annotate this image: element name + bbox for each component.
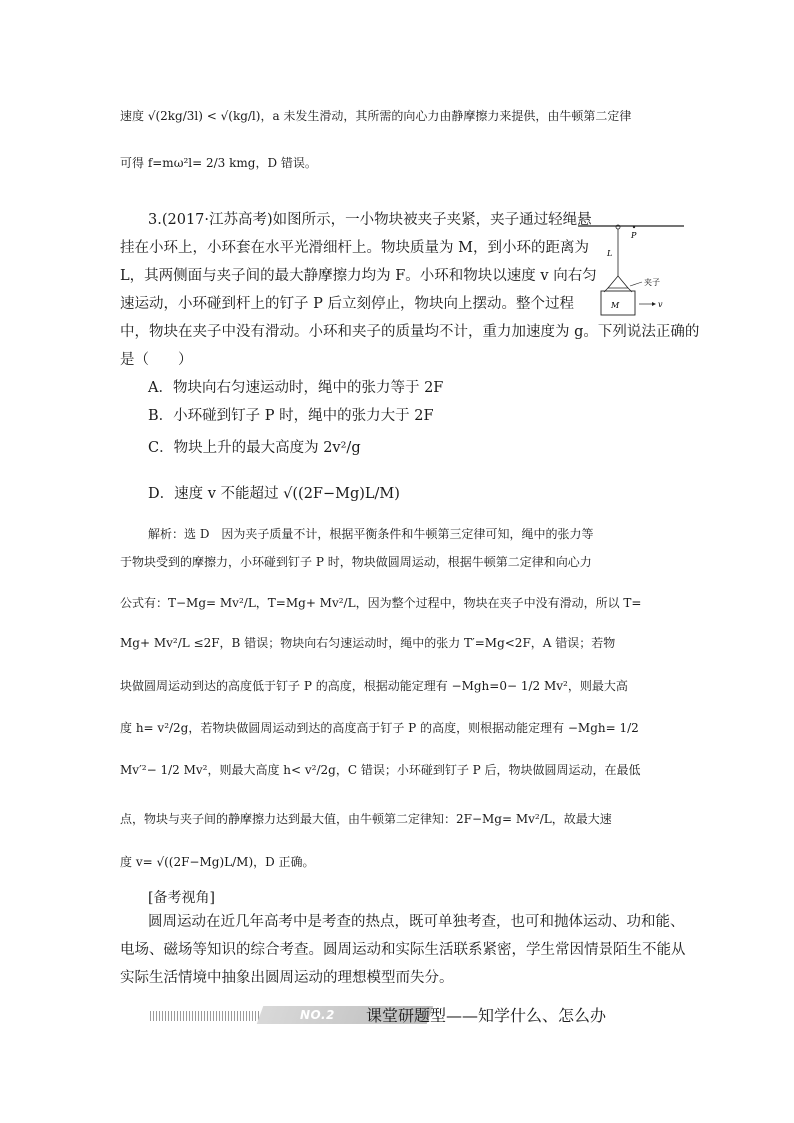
line-1: 速度 √(2kg/3l) < √(kg/l)，a 未发生滑动，其所需的向心力由静摩擦力来提供，由牛顿第二定律 (120, 109, 632, 123)
banner-hatch (150, 1011, 260, 1021)
banner-title: 课堂研题型——知学什么、怎么办 (366, 1006, 607, 1025)
nail-p (633, 226, 635, 228)
option-a: A．物块向右匀速运动时，绳中的张力等于 2F (148, 380, 444, 396)
section-banner (150, 1003, 650, 1031)
clip-pointer (630, 282, 642, 286)
solution-line-2: 于物块受到的摩擦力，小环碰到钉子 P 时，物块做圆周运动，根据牛顿第二定律和向心力 (120, 555, 592, 569)
pendulum-diagram (576, 218, 686, 318)
clip (608, 276, 628, 288)
line-4: 挂在小环上，小环套在水平光滑细杆上。物块质量为 M，到小环的距离为 (120, 240, 589, 256)
label-l: L (607, 249, 613, 258)
solution-line-7: Mv′²− 1/2 Mv²，则最大高度 h< v²/2g，C 错误；小环碰到钉子 P 后，物块做圆周运动，在最低 (120, 763, 641, 777)
label-clip: 夹子 (644, 278, 660, 287)
option-b: B．小环碰到钉子 P 时，绳中的张力大于 2F (148, 408, 434, 424)
solution-line-9: 度 v= √((2F−Mg)L/M)，D 正确。 (120, 855, 315, 869)
line-3: 3.(2017·江苏高考)如图所示，一小物块被夹子夹紧，夹子通过轻绳悬 (148, 212, 592, 228)
solution-line-1: 解析：选 D 因为夹子质量不计，根据平衡条件和牛顿第三定律可知，绳中的张力等 (148, 527, 594, 541)
banner-tag-text: NO.2 (300, 1008, 335, 1022)
velocity-arrowhead (652, 302, 656, 306)
para-line-2: 电场、磁场等知识的综合考查。圆周运动和实际生活联系紧密，学生常因情景陌生不能从 (120, 942, 686, 958)
line-6: 速运动，小环碰到杆上的钉子 P 后立刻停止，物块向上摆动。整个过程 (120, 296, 574, 312)
option-d: D．速度 v 不能超过 √((2F−Mg)L/M) (148, 486, 400, 502)
para-line-1: 圆周运动在近几年高考中是考查的热点，既可单独考查，也可和抛体运动、功和能、 (148, 914, 685, 930)
solution-line-6: 度 h= v²/2g，若物块做圆周运动到达的高度高于钉子 P 的高度，则根据动能定理有 −Mgh= 1/2 (120, 721, 639, 735)
line-5: L，其两侧面与夹子间的最大静摩擦力均为 F。小环和物块以速度 v 向右匀 (120, 268, 597, 284)
label-m: M (611, 301, 620, 310)
label-p: P (631, 231, 637, 240)
solution-line-4: Mg+ Mv²/L ≤2F，B 错误；物块向右匀速运动时，绳中的张力 T′=Mg<2F，A 错误；若物 (120, 636, 616, 650)
solution-line-3: 公式有：T−Mg= Mv²/L，T=Mg+ Mv²/L，因为整个过程中，物块在夹子中没有滑动，所以 T= (120, 596, 642, 610)
solution-line-8: 点，物块与夹子间的静摩擦力达到最大值，由牛顿第二定律知：2F−Mg= Mv²/L，故最大速 (120, 812, 612, 826)
line-2: 可得 f=mω²l= 2/3 kmg，D 错误。 (120, 156, 317, 170)
line-8: 是（ ） (120, 352, 193, 368)
label-v: v (658, 300, 663, 309)
section-heading: [备考视角] (148, 890, 215, 906)
solution-line-5: 块做圆周运动到达的高度低于钉子 P 的高度，根据动能定理有 −Mgh=0− 1/2 Mv²，则最大高 (120, 679, 628, 693)
line-7: 中，物块在夹子中没有滑动。小环和夹子的质量均不计，重力加速度为 g。下列说法正确的 (120, 324, 700, 340)
option-c: C．物块上升的最大高度为 2v²/g (148, 440, 361, 456)
para-line-3: 实际生活情境中抽象出圆周运动的理想模型而失分。 (120, 970, 454, 986)
